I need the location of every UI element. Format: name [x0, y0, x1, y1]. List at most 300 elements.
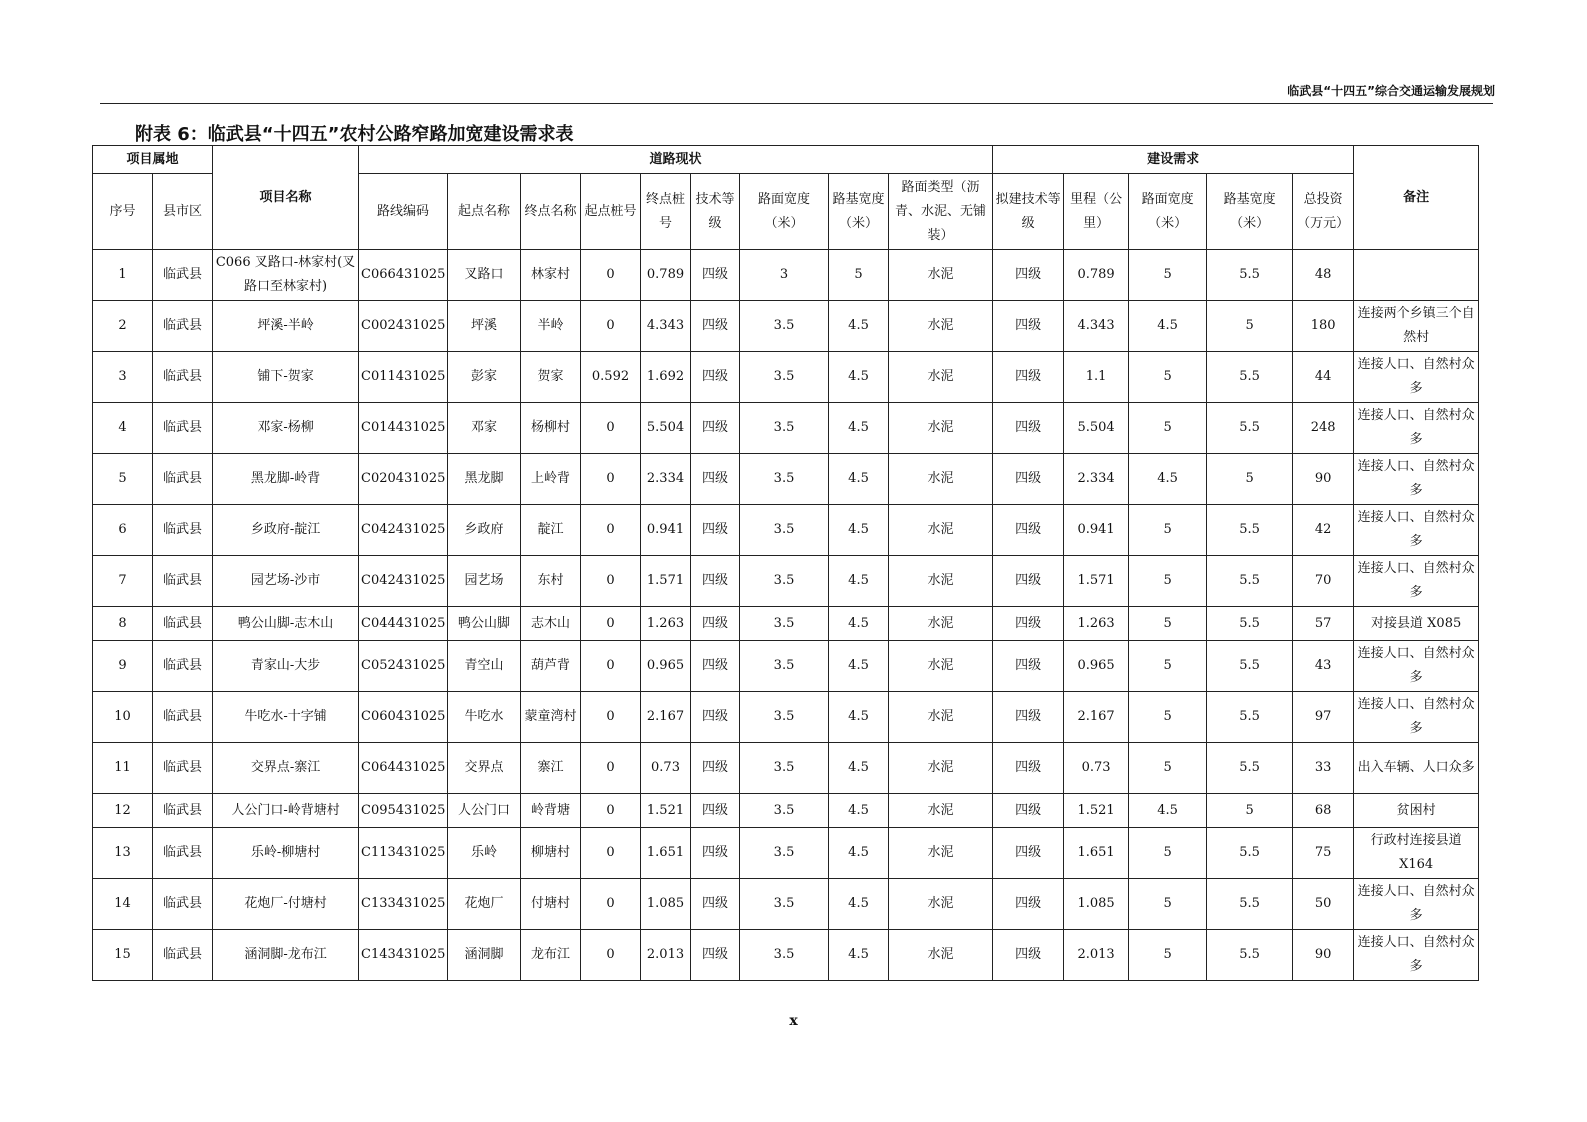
col-tech-grade-header: 技术等级	[691, 174, 740, 250]
row-start-name: 叉路口	[448, 250, 521, 301]
col-end-name-header: 终点名称	[521, 174, 581, 250]
row-new-base-width: 5.5	[1207, 930, 1293, 981]
row-no: 14	[93, 879, 153, 930]
col-code-header: 路线编码	[359, 174, 448, 250]
row-mileage: 0.941	[1064, 505, 1129, 556]
row-plan-grade: 四级	[993, 301, 1064, 352]
col-start-stake-header: 起点桩号	[581, 174, 641, 250]
row-project-name: 青家山-大步	[213, 641, 359, 692]
row-start-stake: 0	[581, 879, 641, 930]
row-start-stake: 0	[581, 505, 641, 556]
row-new-surface-width: 5	[1129, 250, 1207, 301]
row-base-width: 4.5	[829, 930, 889, 981]
row-project-name: 鸭公山脚-志木山	[213, 607, 359, 641]
row-end-stake: 2.334	[641, 454, 691, 505]
row-new-base-width: 5.5	[1207, 692, 1293, 743]
row-surface-width: 3.5	[740, 641, 829, 692]
row-investment: 70	[1293, 556, 1354, 607]
row-investment: 248	[1293, 403, 1354, 454]
row-county: 临武县	[153, 794, 213, 828]
row-end-name: 柳塘村	[521, 828, 581, 879]
row-new-surface-width: 5	[1129, 828, 1207, 879]
row-new-base-width: 5.5	[1207, 505, 1293, 556]
row-surface-type: 水泥	[889, 879, 993, 930]
row-base-width: 4.5	[829, 743, 889, 794]
row-investment: 33	[1293, 743, 1354, 794]
row-county: 临武县	[153, 352, 213, 403]
row-surface-width: 3.5	[740, 879, 829, 930]
row-plan-grade: 四级	[993, 250, 1064, 301]
row-no: 3	[93, 352, 153, 403]
row-route-code: C064431025	[359, 743, 448, 794]
row-end-stake: 0.789	[641, 250, 691, 301]
row-base-width: 4.5	[829, 794, 889, 828]
table-row	[93, 301, 1479, 352]
row-plan-grade: 四级	[993, 454, 1064, 505]
row-new-surface-width: 4.5	[1129, 794, 1207, 828]
row-investment: 48	[1293, 250, 1354, 301]
row-new-base-width: 5.5	[1207, 250, 1293, 301]
table-row	[93, 250, 1479, 301]
row-route-code: C002431025	[359, 301, 448, 352]
table-row	[93, 930, 1479, 981]
row-county: 临武县	[153, 692, 213, 743]
row-project-name: 园艺场-沙市	[213, 556, 359, 607]
table-row	[93, 794, 1479, 828]
row-project-name: 人公门口-岭背塘村	[213, 794, 359, 828]
row-new-base-width: 5	[1207, 454, 1293, 505]
row-mileage: 1.085	[1064, 879, 1129, 930]
row-start-stake: 0	[581, 641, 641, 692]
row-new-surface-width: 5	[1129, 692, 1207, 743]
row-remark: 行政村连接县道 X164	[1354, 828, 1479, 879]
row-new-base-width: 5.5	[1207, 879, 1293, 930]
row-new-base-width: 5.5	[1207, 403, 1293, 454]
row-start-stake: 0	[581, 743, 641, 794]
table-row	[93, 607, 1479, 641]
header-divider	[100, 103, 1493, 104]
row-mileage: 0.965	[1064, 641, 1129, 692]
row-surface-type: 水泥	[889, 352, 993, 403]
col-mileage-header: 里程（公里）	[1064, 174, 1129, 250]
row-end-stake: 1.651	[641, 828, 691, 879]
row-base-width: 4.5	[829, 828, 889, 879]
row-start-name: 彭家	[448, 352, 521, 403]
row-start-stake: 0	[581, 794, 641, 828]
row-mileage: 2.013	[1064, 930, 1129, 981]
row-no: 15	[93, 930, 153, 981]
row-plan-grade: 四级	[993, 692, 1064, 743]
row-end-name: 杨柳村	[521, 403, 581, 454]
row-county: 临武县	[153, 556, 213, 607]
row-start-stake: 0	[581, 250, 641, 301]
row-plan-grade: 四级	[993, 743, 1064, 794]
row-route-code: C042431025	[359, 556, 448, 607]
row-remark: 贫困村	[1354, 794, 1479, 828]
row-end-name: 靛江	[521, 505, 581, 556]
row-surface-type: 水泥	[889, 454, 993, 505]
row-start-name: 园艺场	[448, 556, 521, 607]
row-no: 11	[93, 743, 153, 794]
row-surface-width: 3	[740, 250, 829, 301]
row-start-name: 花炮厂	[448, 879, 521, 930]
col-county-header: 县市区	[153, 174, 213, 250]
row-route-code: C113431025	[359, 828, 448, 879]
row-mileage: 0.73	[1064, 743, 1129, 794]
row-new-surface-width: 5	[1129, 607, 1207, 641]
row-investment: 75	[1293, 828, 1354, 879]
row-surface-width: 3.5	[740, 301, 829, 352]
row-new-base-width: 5	[1207, 794, 1293, 828]
row-tech-grade: 四级	[691, 352, 740, 403]
group-location-header: 项目属地	[93, 146, 213, 174]
row-base-width: 4.5	[829, 641, 889, 692]
row-surface-width: 3.5	[740, 403, 829, 454]
table-row	[93, 879, 1479, 930]
project-name-header: 项目名称	[213, 146, 359, 250]
row-end-stake: 2.167	[641, 692, 691, 743]
row-no: 6	[93, 505, 153, 556]
row-surface-type: 水泥	[889, 692, 993, 743]
row-plan-grade: 四级	[993, 641, 1064, 692]
road-widening-table	[92, 145, 1479, 981]
row-tech-grade: 四级	[691, 403, 740, 454]
page-number: x	[789, 1013, 798, 1029]
row-county: 临武县	[153, 879, 213, 930]
row-remark: 连接人口、自然村众多	[1354, 556, 1479, 607]
row-new-surface-width: 5	[1129, 641, 1207, 692]
row-investment: 43	[1293, 641, 1354, 692]
col-surface-width-header: 路面宽度（米）	[740, 174, 829, 250]
row-plan-grade: 四级	[993, 556, 1064, 607]
row-investment: 90	[1293, 454, 1354, 505]
row-no: 1	[93, 250, 153, 301]
row-remark: 连接人口、自然村众多	[1354, 403, 1479, 454]
row-county: 临武县	[153, 505, 213, 556]
row-end-name: 贺家	[521, 352, 581, 403]
row-no: 4	[93, 403, 153, 454]
row-plan-grade: 四级	[993, 607, 1064, 641]
row-remark: 对接县道 X085	[1354, 607, 1479, 641]
row-tech-grade: 四级	[691, 879, 740, 930]
row-plan-grade: 四级	[993, 505, 1064, 556]
row-end-stake: 0.965	[641, 641, 691, 692]
col-end-stake-header: 终点桩号	[641, 174, 691, 250]
row-project-name: 黑龙脚-岭背	[213, 454, 359, 505]
row-new-surface-width: 5	[1129, 403, 1207, 454]
row-project-name: 铺下-贺家	[213, 352, 359, 403]
row-start-name: 交界点	[448, 743, 521, 794]
row-mileage: 5.504	[1064, 403, 1129, 454]
row-project-name: 牛吃水-十字铺	[213, 692, 359, 743]
row-surface-type: 水泥	[889, 641, 993, 692]
row-base-width: 4.5	[829, 301, 889, 352]
row-remark: 出入车辆、人口众多	[1354, 743, 1479, 794]
row-tech-grade: 四级	[691, 454, 740, 505]
row-route-code: C011431025	[359, 352, 448, 403]
table-row	[93, 692, 1479, 743]
col-no-header: 序号	[93, 174, 153, 250]
table-row	[93, 828, 1479, 879]
row-new-surface-width: 4.5	[1129, 301, 1207, 352]
table-row	[93, 641, 1479, 692]
row-start-name: 乡政府	[448, 505, 521, 556]
row-mileage: 1.1	[1064, 352, 1129, 403]
row-mileage: 2.334	[1064, 454, 1129, 505]
row-no: 5	[93, 454, 153, 505]
row-end-name: 葫芦背	[521, 641, 581, 692]
row-no: 9	[93, 641, 153, 692]
row-surface-width: 3.5	[740, 505, 829, 556]
row-plan-grade: 四级	[993, 794, 1064, 828]
row-county: 临武县	[153, 454, 213, 505]
row-start-stake: 0	[581, 692, 641, 743]
row-base-width: 4.5	[829, 403, 889, 454]
row-surface-width: 3.5	[740, 454, 829, 505]
row-remark: 连接两个乡镇三个自然村	[1354, 301, 1479, 352]
row-tech-grade: 四级	[691, 556, 740, 607]
row-remark: 连接人口、自然村众多	[1354, 505, 1479, 556]
row-start-name: 黑龙脚	[448, 454, 521, 505]
row-new-base-width: 5.5	[1207, 641, 1293, 692]
row-remark: 连接人口、自然村众多	[1354, 352, 1479, 403]
row-start-stake: 0	[581, 828, 641, 879]
row-investment: 97	[1293, 692, 1354, 743]
row-route-code: C066431025	[359, 250, 448, 301]
row-surface-width: 3.5	[740, 352, 829, 403]
row-new-surface-width: 5	[1129, 505, 1207, 556]
row-mileage: 0.789	[1064, 250, 1129, 301]
row-project-name: 乡政府-靛江	[213, 505, 359, 556]
row-mileage: 1.263	[1064, 607, 1129, 641]
table-row	[93, 352, 1479, 403]
row-new-surface-width: 4.5	[1129, 454, 1207, 505]
group-current-header: 道路现状	[359, 146, 993, 174]
row-base-width: 4.5	[829, 454, 889, 505]
row-end-name: 龙布江	[521, 930, 581, 981]
row-end-stake: 1.692	[641, 352, 691, 403]
row-remark: 连接人口、自然村众多	[1354, 692, 1479, 743]
row-start-name: 青空山	[448, 641, 521, 692]
row-new-base-width: 5.5	[1207, 352, 1293, 403]
row-plan-grade: 四级	[993, 828, 1064, 879]
row-remark: 连接人口、自然村众多	[1354, 641, 1479, 692]
row-end-stake: 1.263	[641, 607, 691, 641]
row-surface-type: 水泥	[889, 743, 993, 794]
row-surface-type: 水泥	[889, 250, 993, 301]
row-end-name: 寨江	[521, 743, 581, 794]
row-plan-grade: 四级	[993, 352, 1064, 403]
row-mileage: 2.167	[1064, 692, 1129, 743]
row-route-code: C143431025	[359, 930, 448, 981]
row-end-stake: 1.085	[641, 879, 691, 930]
row-plan-grade: 四级	[993, 930, 1064, 981]
row-tech-grade: 四级	[691, 607, 740, 641]
row-start-stake: 0	[581, 930, 641, 981]
row-investment: 90	[1293, 930, 1354, 981]
row-base-width: 4.5	[829, 607, 889, 641]
row-surface-type: 水泥	[889, 828, 993, 879]
row-route-code: C133431025	[359, 879, 448, 930]
row-tech-grade: 四级	[691, 505, 740, 556]
row-new-base-width: 5.5	[1207, 743, 1293, 794]
table-row	[93, 403, 1479, 454]
row-mileage: 4.343	[1064, 301, 1129, 352]
row-end-name: 志木山	[521, 607, 581, 641]
row-tech-grade: 四级	[691, 301, 740, 352]
row-new-base-width: 5.5	[1207, 607, 1293, 641]
row-start-name: 坪溪	[448, 301, 521, 352]
row-new-surface-width: 5	[1129, 743, 1207, 794]
row-no: 7	[93, 556, 153, 607]
row-project-name: C066 叉路口-林家村(叉路口至林家村)	[213, 250, 359, 301]
row-route-code: C020431025	[359, 454, 448, 505]
row-start-stake: 0	[581, 556, 641, 607]
row-remark: 连接人口、自然村众多	[1354, 454, 1479, 505]
row-tech-grade: 四级	[691, 250, 740, 301]
table-row	[93, 454, 1479, 505]
row-tech-grade: 四级	[691, 641, 740, 692]
row-investment: 50	[1293, 879, 1354, 930]
row-route-code: C042431025	[359, 505, 448, 556]
row-start-name: 牛吃水	[448, 692, 521, 743]
row-new-base-width: 5.5	[1207, 828, 1293, 879]
row-plan-grade: 四级	[993, 879, 1064, 930]
row-start-name: 鸭公山脚	[448, 607, 521, 641]
row-remark: 连接人口、自然村众多	[1354, 879, 1479, 930]
row-end-stake: 1.521	[641, 794, 691, 828]
row-county: 临武县	[153, 250, 213, 301]
row-base-width: 4.5	[829, 352, 889, 403]
row-project-name: 邓家-杨柳	[213, 403, 359, 454]
row-remark: 连接人口、自然村众多	[1354, 930, 1479, 981]
row-investment: 57	[1293, 607, 1354, 641]
row-county: 临武县	[153, 301, 213, 352]
row-county: 临武县	[153, 743, 213, 794]
table-row	[93, 556, 1479, 607]
row-no: 2	[93, 301, 153, 352]
row-investment: 68	[1293, 794, 1354, 828]
row-project-name: 涵洞脚-龙布江	[213, 930, 359, 981]
row-route-code: C060431025	[359, 692, 448, 743]
row-new-base-width: 5.5	[1207, 556, 1293, 607]
row-tech-grade: 四级	[691, 794, 740, 828]
row-investment: 44	[1293, 352, 1354, 403]
row-new-surface-width: 5	[1129, 556, 1207, 607]
row-end-stake: 0.941	[641, 505, 691, 556]
table-row	[93, 743, 1479, 794]
row-end-stake: 1.571	[641, 556, 691, 607]
row-surface-width: 3.5	[740, 556, 829, 607]
row-no: 12	[93, 794, 153, 828]
row-new-surface-width: 5	[1129, 930, 1207, 981]
row-tech-grade: 四级	[691, 692, 740, 743]
row-start-stake: 0	[581, 607, 641, 641]
row-base-width: 5	[829, 250, 889, 301]
row-end-name: 林家村	[521, 250, 581, 301]
row-start-stake: 0.592	[581, 352, 641, 403]
row-start-name: 涵洞脚	[448, 930, 521, 981]
row-route-code: C014431025	[359, 403, 448, 454]
running-header: 临武县“十四五”综合交通运输发展规划	[1287, 84, 1495, 98]
row-surface-type: 水泥	[889, 403, 993, 454]
row-new-base-width: 5	[1207, 301, 1293, 352]
row-surface-width: 3.5	[740, 607, 829, 641]
row-start-name: 乐岭	[448, 828, 521, 879]
row-mileage: 1.571	[1064, 556, 1129, 607]
row-county: 临武县	[153, 641, 213, 692]
row-base-width: 4.5	[829, 556, 889, 607]
row-county: 临武县	[153, 930, 213, 981]
row-surface-type: 水泥	[889, 794, 993, 828]
row-no: 8	[93, 607, 153, 641]
row-investment: 42	[1293, 505, 1354, 556]
col-surface-type-header: 路面类型（沥青、水泥、无铺装）	[889, 174, 993, 250]
row-county: 临武县	[153, 403, 213, 454]
row-project-name: 坪溪-半岭	[213, 301, 359, 352]
col-base-width-header: 路基宽度（米）	[829, 174, 889, 250]
row-remark	[1354, 250, 1479, 301]
row-base-width: 4.5	[829, 505, 889, 556]
row-tech-grade: 四级	[691, 930, 740, 981]
col-new-base-width-header: 路基宽度（米）	[1207, 174, 1293, 250]
row-no: 10	[93, 692, 153, 743]
row-new-surface-width: 5	[1129, 352, 1207, 403]
row-end-name: 岭背塘	[521, 794, 581, 828]
row-surface-width: 3.5	[740, 930, 829, 981]
row-start-name: 人公门口	[448, 794, 521, 828]
row-end-name: 东村	[521, 556, 581, 607]
row-mileage: 1.651	[1064, 828, 1129, 879]
row-plan-grade: 四级	[993, 403, 1064, 454]
remarks-header: 备注	[1354, 146, 1479, 250]
row-route-code: C052431025	[359, 641, 448, 692]
row-surface-width: 3.5	[740, 692, 829, 743]
row-end-name: 付塘村	[521, 879, 581, 930]
col-start-name-header: 起点名称	[448, 174, 521, 250]
row-end-stake: 2.013	[641, 930, 691, 981]
row-end-stake: 4.343	[641, 301, 691, 352]
col-investment-header: 总投资（万元）	[1293, 174, 1354, 250]
row-base-width: 4.5	[829, 879, 889, 930]
row-surface-type: 水泥	[889, 301, 993, 352]
row-county: 临武县	[153, 828, 213, 879]
row-county: 临武县	[153, 607, 213, 641]
row-start-name: 邓家	[448, 403, 521, 454]
row-project-name: 交界点-寨江	[213, 743, 359, 794]
col-plan-grade-header: 拟建技术等级	[993, 174, 1064, 250]
row-investment: 180	[1293, 301, 1354, 352]
row-start-stake: 0	[581, 403, 641, 454]
row-end-stake: 0.73	[641, 743, 691, 794]
row-end-name: 半岭	[521, 301, 581, 352]
group-demand-header: 建设需求	[993, 146, 1354, 174]
row-route-code: C095431025	[359, 794, 448, 828]
row-route-code: C044431025	[359, 607, 448, 641]
row-no: 13	[93, 828, 153, 879]
row-surface-type: 水泥	[889, 556, 993, 607]
row-surface-width: 3.5	[740, 794, 829, 828]
row-base-width: 4.5	[829, 692, 889, 743]
table-row	[93, 505, 1479, 556]
row-project-name: 花炮厂-付塘村	[213, 879, 359, 930]
row-mileage: 1.521	[1064, 794, 1129, 828]
row-end-stake: 5.504	[641, 403, 691, 454]
row-surface-type: 水泥	[889, 607, 993, 641]
row-start-stake: 0	[581, 454, 641, 505]
row-end-name: 蒙童湾村	[521, 692, 581, 743]
table-body	[93, 250, 1479, 981]
